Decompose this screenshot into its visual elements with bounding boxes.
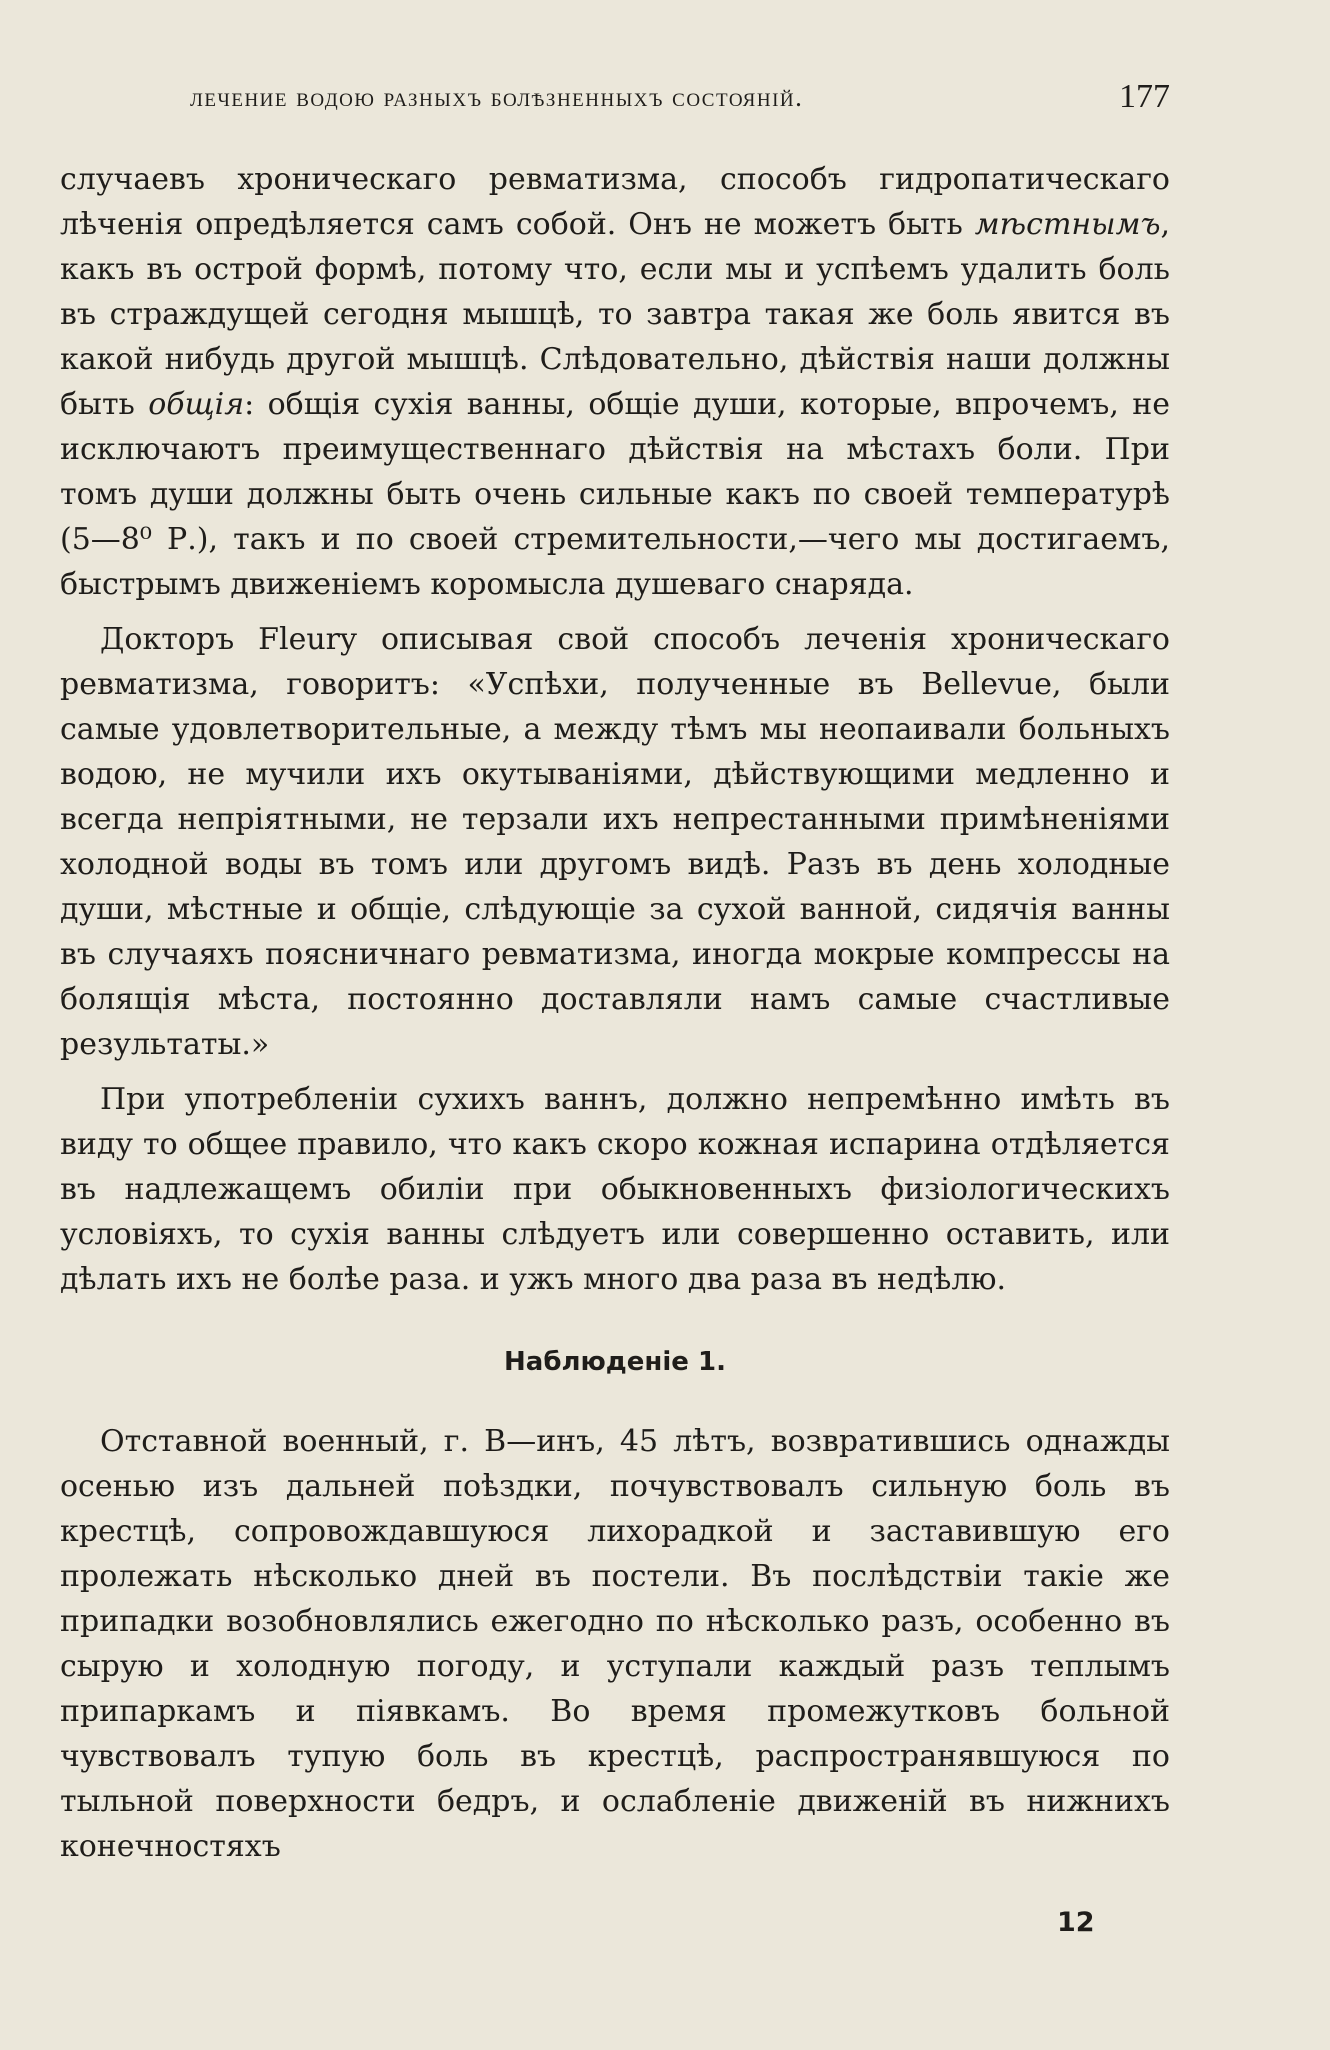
emphasis-text: мѣстнымъ [974, 207, 1161, 242]
page-header [190, 78, 1170, 128]
page-number: 177 [1119, 78, 1170, 115]
signature-mark: 12 [1057, 1907, 1095, 1938]
observation-heading: Наблюденіе 1. [504, 1347, 726, 1377]
text-run: Докторъ Fleury описывая свой способъ леченія хроническаго ревматизма, говоритъ: «Успѣхи, полученные въ Bellevue, были самые удовлетворительные, а между тѣмъ мы неопаивали больныхъ водою, не мучили ихъ окутываніями, дѣйствующими медленно и всегда непріятными, не терзали ихъ непрестанными примѣненіями холодной воды въ томъ или другомъ видѣ. Разъ въ день холодные души, мѣстные и общіе, слѣдующіе за сухой ванной, сидячія ванны въ случаяхъ поясничнаго ревматизма, иногда мокрые компрессы на болящія мѣста, постоянно доставляли намъ самые счастливые результаты.» [60, 622, 1170, 1062]
body-text [60, 157, 1170, 1869]
paragraph-1 [60, 157, 1170, 607]
text-run: При употребленіи сухихъ ваннъ, должно непремѣнно имѣть въ виду то общее правило, что какъ скоро кожная испарина отдѣляется въ надлежащемъ обиліи при обыкновенныхъ физіологическихъ условіяхъ, то сухія ванны слѣдуетъ или совершенно оставить, или дѣлать ихъ не болѣе раза. и ужъ много два раза въ недѣлю. [60, 1082, 1170, 1297]
observation-paragraph: Отставной военный, г. В—инъ, 45 лѣтъ, возвратившись однажды осенью изъ дальней поѣздки, почувствовалъ сильную боль въ крестцѣ, сопровождавшуюся лихорадкой и заставившую его пролежать нѣсколько дней въ постели. Въ послѣдствіи такіе же припадки возобновлялись ежегодно по нѣсколько разъ, особенно въ сырую и холодную погоду, и уступали каждый разъ теплымъ припаркамъ и піявкамъ. Во время промежутковъ больной чувствовалъ тупую боль въ крестцѣ, распространявшуюся по тыльной поверхности бедръ, и ослабленіе движеній въ нижнихъ конечностяхъ [60, 1424, 1170, 1864]
emphasis-text: общія [148, 387, 245, 422]
running-title: лечение водою разныхъ болѣзненныхъ состояній. [190, 82, 804, 112]
paragraph-2 [60, 617, 1170, 1067]
paragraph-3 [60, 1077, 1170, 1302]
text-run: , какъ въ острой формѣ, потому что, если мы и успѣемъ удалить боль въ страждущей сегодня мышцѣ, то завтра такая же боль явится въ какой нибудь другой мышцѣ. Слѣдовательно, дѣйствія наши должны быть [60, 207, 1170, 422]
text-run: : общія сухія ванны, общіе души, которые, впрочемъ, не исключаютъ преимущественнаго дѣйствія на мѣстахъ боли. При томъ души должны быть очень сильные какъ по своей температурѣ (5—8⁰ Р.), такъ и по своей стремительности,—чего мы достигаемъ, быстрымъ движеніемъ коромысла душеваго снаряда. [60, 387, 1170, 602]
text-run: случаевъ хроническаго ревматизма, способъ гидропатическаго лѣченія опредѣляется самъ собой. Онъ не можетъ быть [60, 162, 1170, 242]
